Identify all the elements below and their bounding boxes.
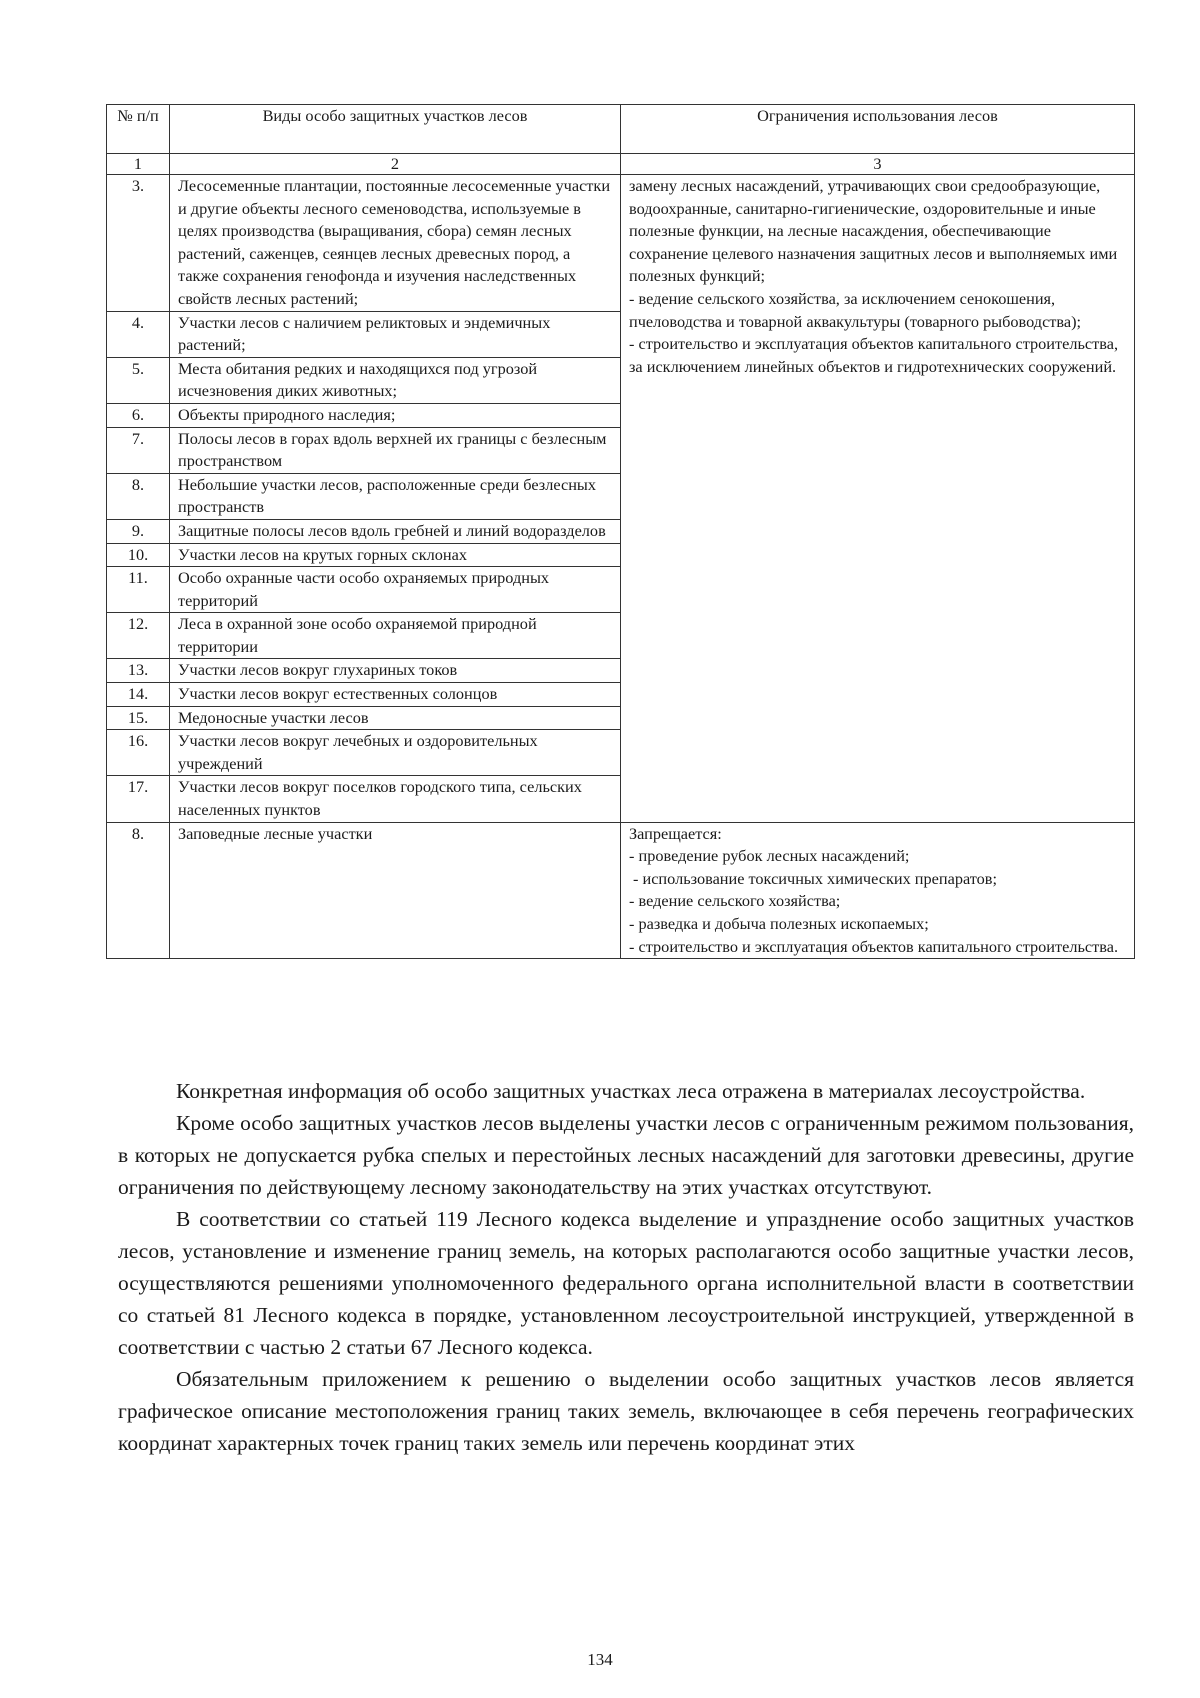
row-num: 6.: [107, 403, 170, 427]
row-name: Участки лесов вокруг поселков городского типа, сельских населенных пунктов: [170, 776, 621, 822]
row-num: 17.: [107, 776, 170, 822]
row-num: 15.: [107, 706, 170, 730]
paragraph: Кроме особо защитных участков лесов выделены участки лесов с ограниченным режимом пользования, в которых не допускается рубка спелых и перестойных лесных насаждений для заготовки древесины, другие ограничения по действующему лесному законодательству на этих участках отсутствуют.: [118, 1111, 1134, 1199]
restriction-line: - ведение сельского хозяйства;: [629, 891, 841, 911]
row-num: 10.: [107, 543, 170, 567]
row-name: Объекты природного наследия;: [170, 403, 621, 427]
row-num: 5.: [107, 357, 170, 403]
header-num: № п/п: [107, 105, 170, 154]
paragraph: В соответствии со статьей 119 Лесного кодекса выделение и упразднение особо защитных участков лесов, установление и изменение границ земель, на которых располагаются особо защитные участки лесов, осуществляются решениями уполномоченного федерального органа исполнительной власти в соответствии со статьей 81 Лесного кодекса в порядке, установленном лесоустроительной инструкцией, утвержденной в соответствии с частью 2 статьи 67 Лесного кодекса.: [118, 1207, 1134, 1359]
body-text: [118, 1075, 1134, 1459]
row-num: 3.: [107, 175, 170, 312]
row-num: 12.: [107, 613, 170, 659]
row-num: 11.: [107, 567, 170, 613]
row-name: Леса в охранной зоне особо охраняемой природной территории: [170, 613, 621, 659]
row-num: 14.: [107, 683, 170, 707]
row-name: Места обитания редких и находящихся под угрозой исчезновения диких животных;: [170, 357, 621, 403]
table-row: [107, 175, 1135, 312]
paragraph: Обязательным приложением к решению о выделении особо защитных участков лесов является графическое описание местоположения границ таких земель, включающее в себя перечень географических координат характерных точек границ таких земель или перечень координат этих: [118, 1367, 1134, 1455]
table-index-row: [107, 154, 1135, 175]
row-num: 8.: [107, 473, 170, 519]
restriction-line: - строительство и эксплуатация объектов капитального строительства.: [629, 936, 1119, 956]
row-name: Участки лесов вокруг естественных солонцов: [170, 683, 621, 707]
row-name: Защитные полосы лесов вдоль гребней и линий водоразделов: [170, 519, 621, 543]
row-num: 8.: [107, 822, 170, 959]
row-num: 13.: [107, 659, 170, 683]
table-header-row: [107, 105, 1135, 154]
row-name: Лесосеменные плантации, постоянные лесосеменные участки и другие объекты лесного семеноводства, используемые в целях производства (выращивания, сбора) семян лесных растений, саженцев, сеянцев лесных древесных пород, а также сохранения генофонда и изучения наследственных свойств лесных растений;: [170, 175, 621, 312]
index-cell: 3: [621, 154, 1135, 175]
row-num: 7.: [107, 427, 170, 473]
row-name: Заповедные лесные участки: [170, 822, 621, 959]
table-row-reserve: [107, 822, 1135, 959]
row-name: Участки лесов вокруг лечебных и оздоровительных учреждений: [170, 730, 621, 776]
row-name: Участки лесов с наличием реликтовых и эндемичных растений;: [170, 311, 621, 357]
index-cell: 1: [107, 154, 170, 175]
row-name: Участки лесов на крутых горных склонах: [170, 543, 621, 567]
row-num: 4.: [107, 311, 170, 357]
restriction-line: - проведение рубок лесных насаждений;: [629, 846, 910, 866]
group-restriction-cell: [621, 175, 1135, 823]
header-restrictions: Ограничения использования лесов: [621, 105, 1135, 154]
row-name: Медоносные участки лесов: [170, 706, 621, 730]
restriction-line: - разведка и добыча полезных ископаемых;: [629, 914, 929, 933]
row-name: Полосы лесов в горах вдоль верхней их границы с безлесным пространством: [170, 427, 621, 473]
restriction-line: - использование токсичных химических препаратов;: [633, 868, 998, 888]
row-num: 9.: [107, 519, 170, 543]
reserve-restriction-cell: [621, 822, 1135, 959]
row-num: 16.: [107, 730, 170, 776]
page-number: 134: [587, 1650, 613, 1669]
paragraph: Конкретная информация об особо защитных участках леса отражена в материалах лесоустройства.: [176, 1079, 1086, 1103]
header-types: Виды особо защитных участков лесов: [170, 105, 621, 154]
row-name: Небольшие участки лесов, расположенные среди безлесных пространств: [170, 473, 621, 519]
row-name: Участки лесов вокруг глухариных токов: [170, 659, 621, 683]
group-restriction-text: замену лесных насаждений, утрачивающих свои средообразующие, водоохранные, санитарно-гигиенические, оздоровительные и иные полезные функции, на лесные насаждения, обеспечивающие сохранение целевого назначения защитных лесов и выполняемых ими полезных функций; - ведение сельского хозяйства, за исключением сенокошения, пчеловодства и товарной аквакультуры (товарного рыбоводства); - строительство и эксплуатация объектов капитального строительства, за исключением линейных объектов и гидротехнических сооружений.: [629, 176, 1119, 376]
index-cell: 2: [170, 154, 621, 175]
restriction-line: Запрещается:: [629, 823, 722, 843]
protected-areas-table: [106, 104, 1135, 959]
row-name: Особо охранные части особо охраняемых природных территорий: [170, 567, 621, 613]
